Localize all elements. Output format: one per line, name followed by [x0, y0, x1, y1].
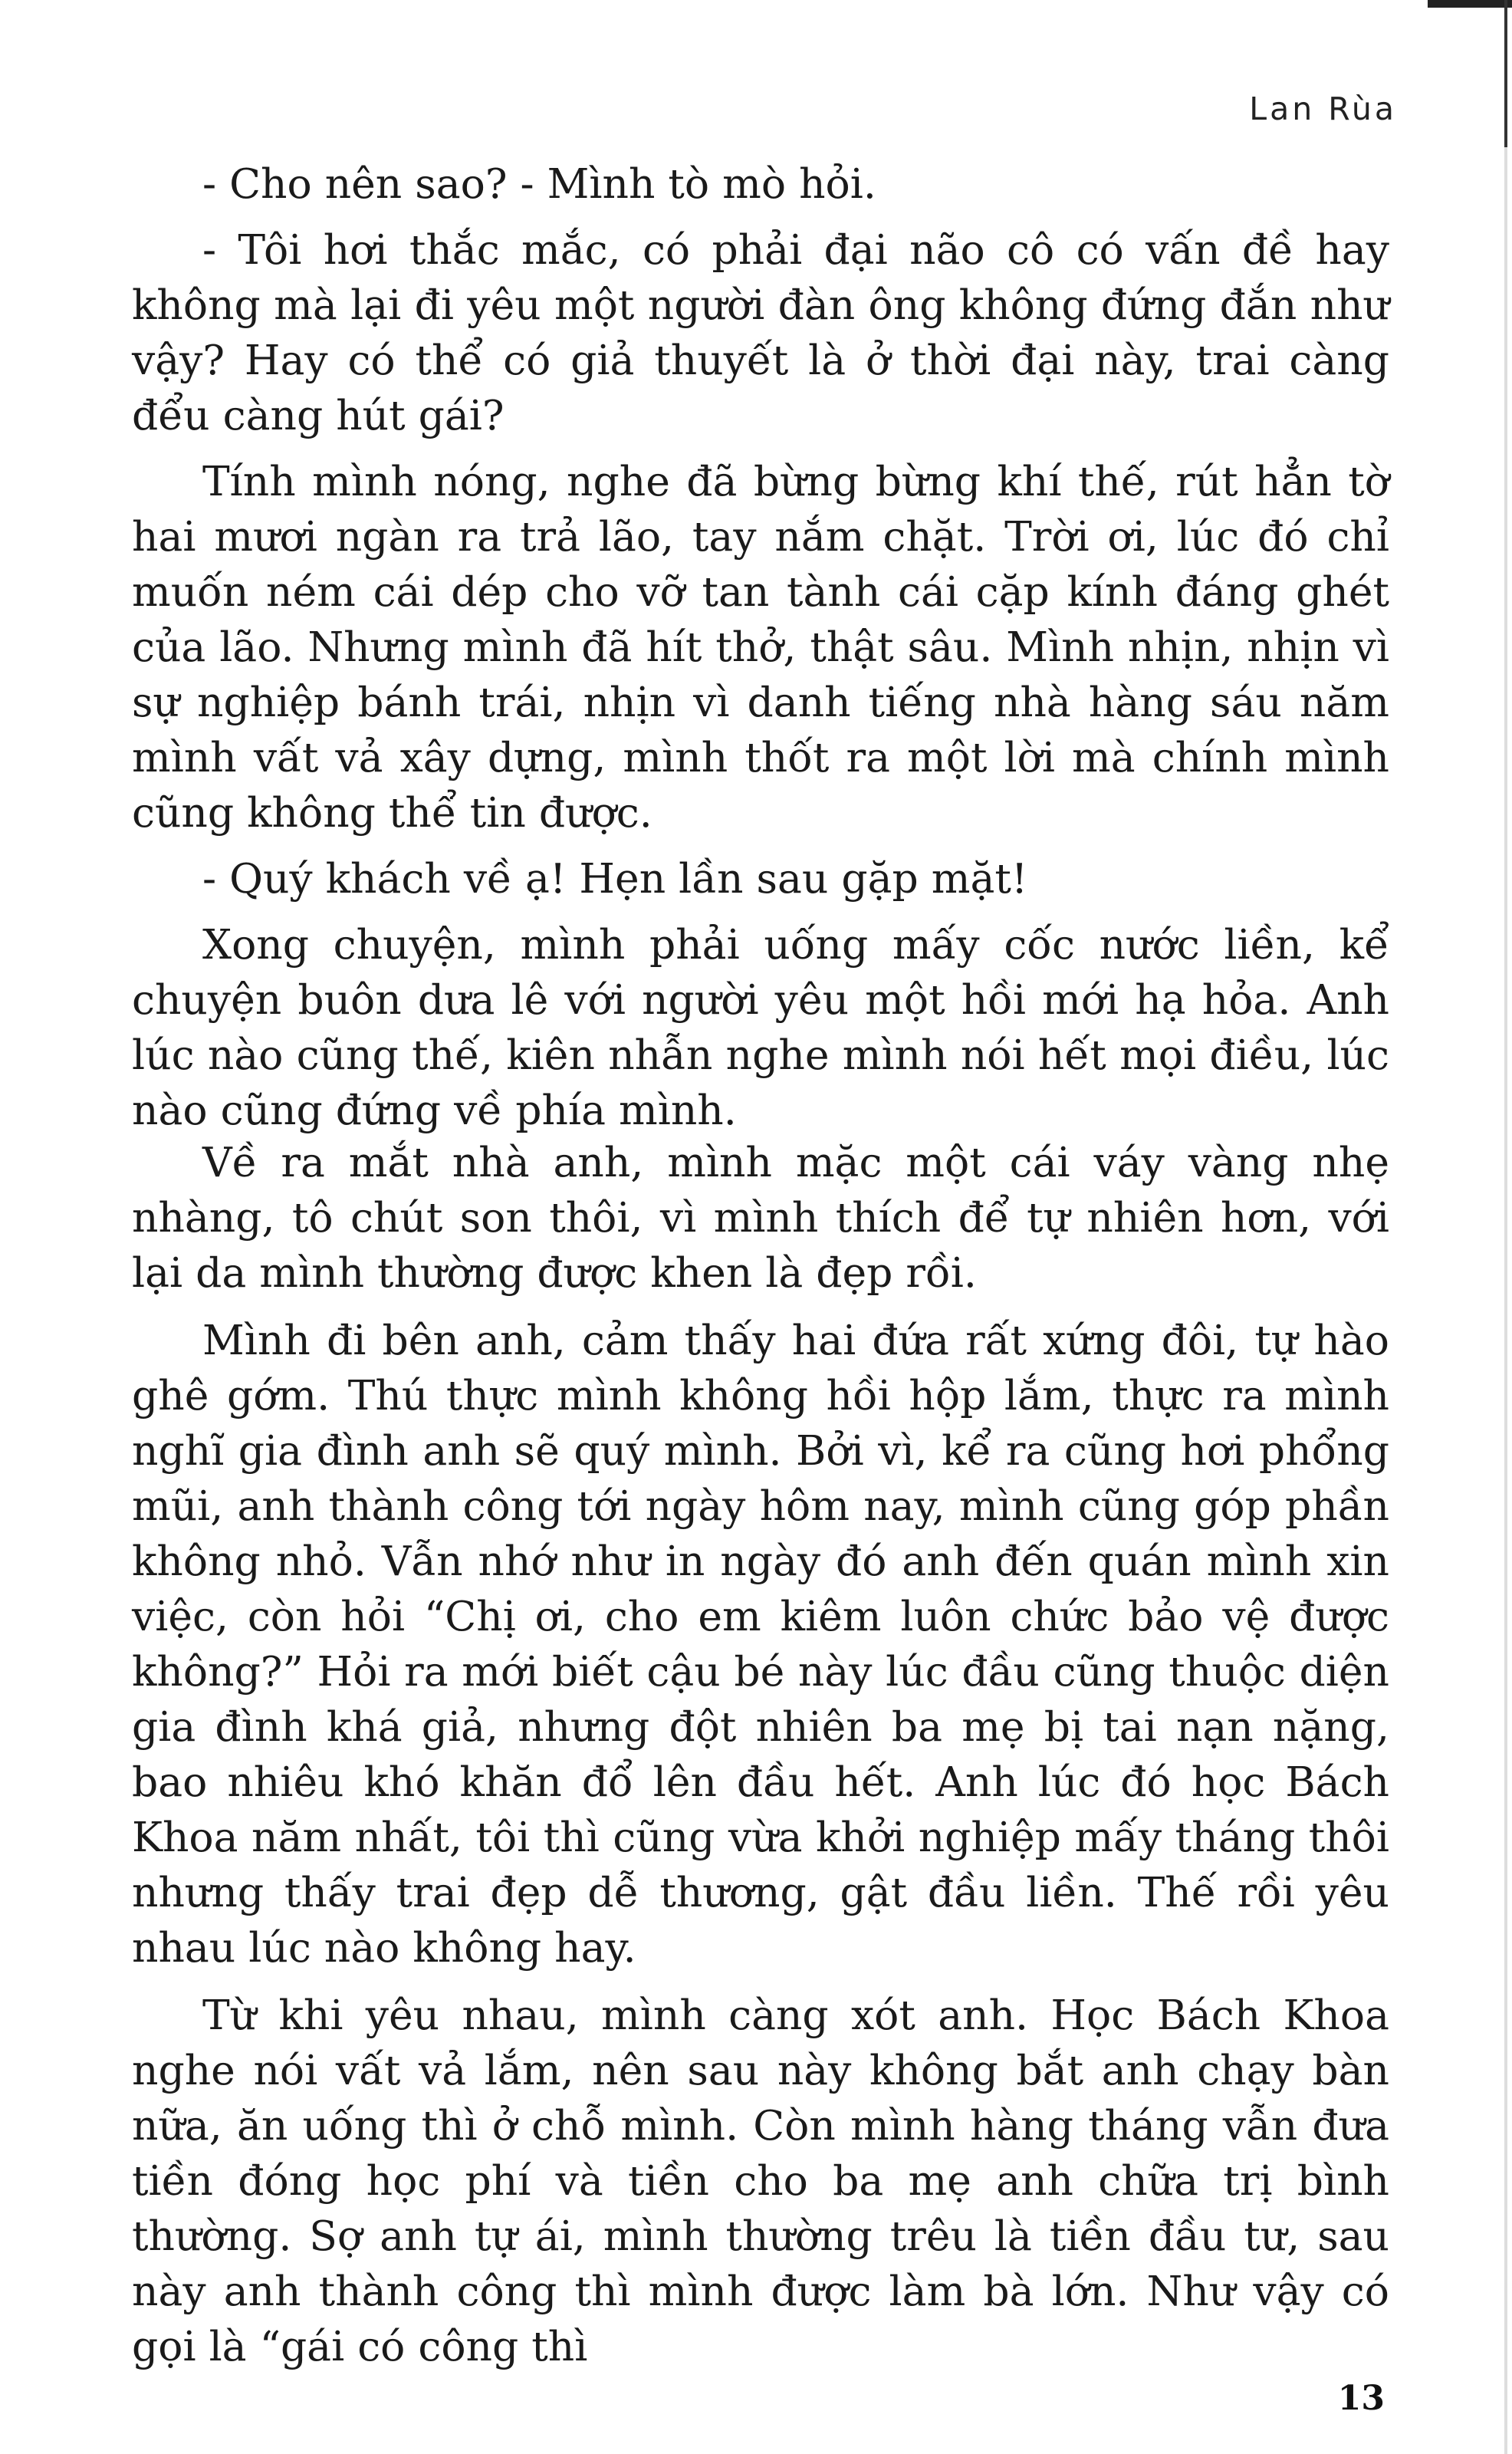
- scan-edge-mark: [1428, 0, 1512, 8]
- body-text-section-1: [132, 156, 1389, 1138]
- paragraph: Mình đi bên anh, cảm thấy hai đứa rất xứng đôi, tự hào ghê gớm. Thú thực mình không hồi hộp lắm, thực ra mình nghĩ gia đình anh sẽ quý mình. Bởi vì, kể ra cũng hơi phổng mũi, anh thành công tới ngày hôm nay, mình cũng góp phần không nhỏ. Vẫn nhớ như in ngày đó anh đến quán mình xin việc, còn hỏi “Chị ơi, cho em kiêm luôn chức bảo vệ được không?” Hỏi ra mới biết cậu bé này lúc đầu cũng thuộc diện gia đình khá giả, nhưng đột nhiên ba mẹ bị tai nạn nặng, bao nhiêu khó khăn đổ lên đầu hết. Anh lúc đó học Bách Khoa năm nhất, tôi thì cũng vừa khởi nghiệp mấy tháng thôi nhưng thấy trai đẹp dễ thương, gật đầu liền. Thế rồi yêu nhau lúc nào không hay.: [132, 1316, 1389, 1972]
- body-text-section-2: [132, 1135, 1389, 2374]
- paragraph: - Cho nên sao? - Mình tò mò hỏi.: [202, 160, 876, 208]
- paragraph: Xong chuyện, mình phải uống mấy cốc nước liền, kể chuyện buôn dưa lê với người yêu một hồi mới hạ hỏa. Anh lúc nào cũng thế, kiên nhẫn nghe mình nói hết mọi điều, lúc nào cũng đứng về phía mình.: [132, 920, 1389, 1134]
- running-header: Lan Rùa: [1249, 90, 1397, 127]
- paragraph: Từ khi yêu nhau, mình càng xót anh. Học Bách Khoa nghe nói vất vả lắm, nên sau này không bắt anh chạy bàn nữa, ăn uống thì ở chỗ mình. Còn mình hàng tháng vẫn đưa tiền đóng học phí và tiền cho ba mẹ anh chữa trị bình thường. Sợ anh tự ái, mình thường trêu là tiền đầu tư, sau này anh thành công thì mình được làm bà lớn. Như vậy có gọi là “gái có công thì: [132, 1991, 1389, 2370]
- paragraph: - Quý khách về ạ! Hẹn lần sau gặp mặt!: [202, 854, 1028, 903]
- paragraph: Tính mình nóng, nghe đã bừng bừng khí thế, rút hẳn tờ hai mươi ngàn ra trả lão, tay nắm chặt. Trời ơi, lúc đó chỉ muốn ném cái dép cho vỡ tan tành cái cặp kính đáng ghét của lão. Nhưng mình đã hít thở, thật sâu. Mình nhịn, nhịn vì sự nghiệp bánh trái, nhịn vì danh tiếng nhà hàng sáu năm mình vất vả xây dựng, mình thốt ra một lời mà chính mình cũng không thể tin được.: [132, 457, 1389, 837]
- scan-edge-line: [1504, 0, 1507, 2454]
- paragraph: Về ra mắt nhà anh, mình mặc một cái váy vàng nhẹ nhàng, tô chút son thôi, vì mình thích để tự nhiên hơn, với lại da mình thường được khen là đẹp rồi.: [132, 1138, 1389, 1297]
- paragraph: - Tôi hơi thắc mắc, có phải đại não cô có vấn đề hay không mà lại đi yêu một người đàn ông không đứng đắn như vậy? Hay có thể có giả thuyết là ở thời đại này, trai càng đểu càng hút gái?: [132, 225, 1389, 439]
- page-number: 13: [1337, 2379, 1385, 2418]
